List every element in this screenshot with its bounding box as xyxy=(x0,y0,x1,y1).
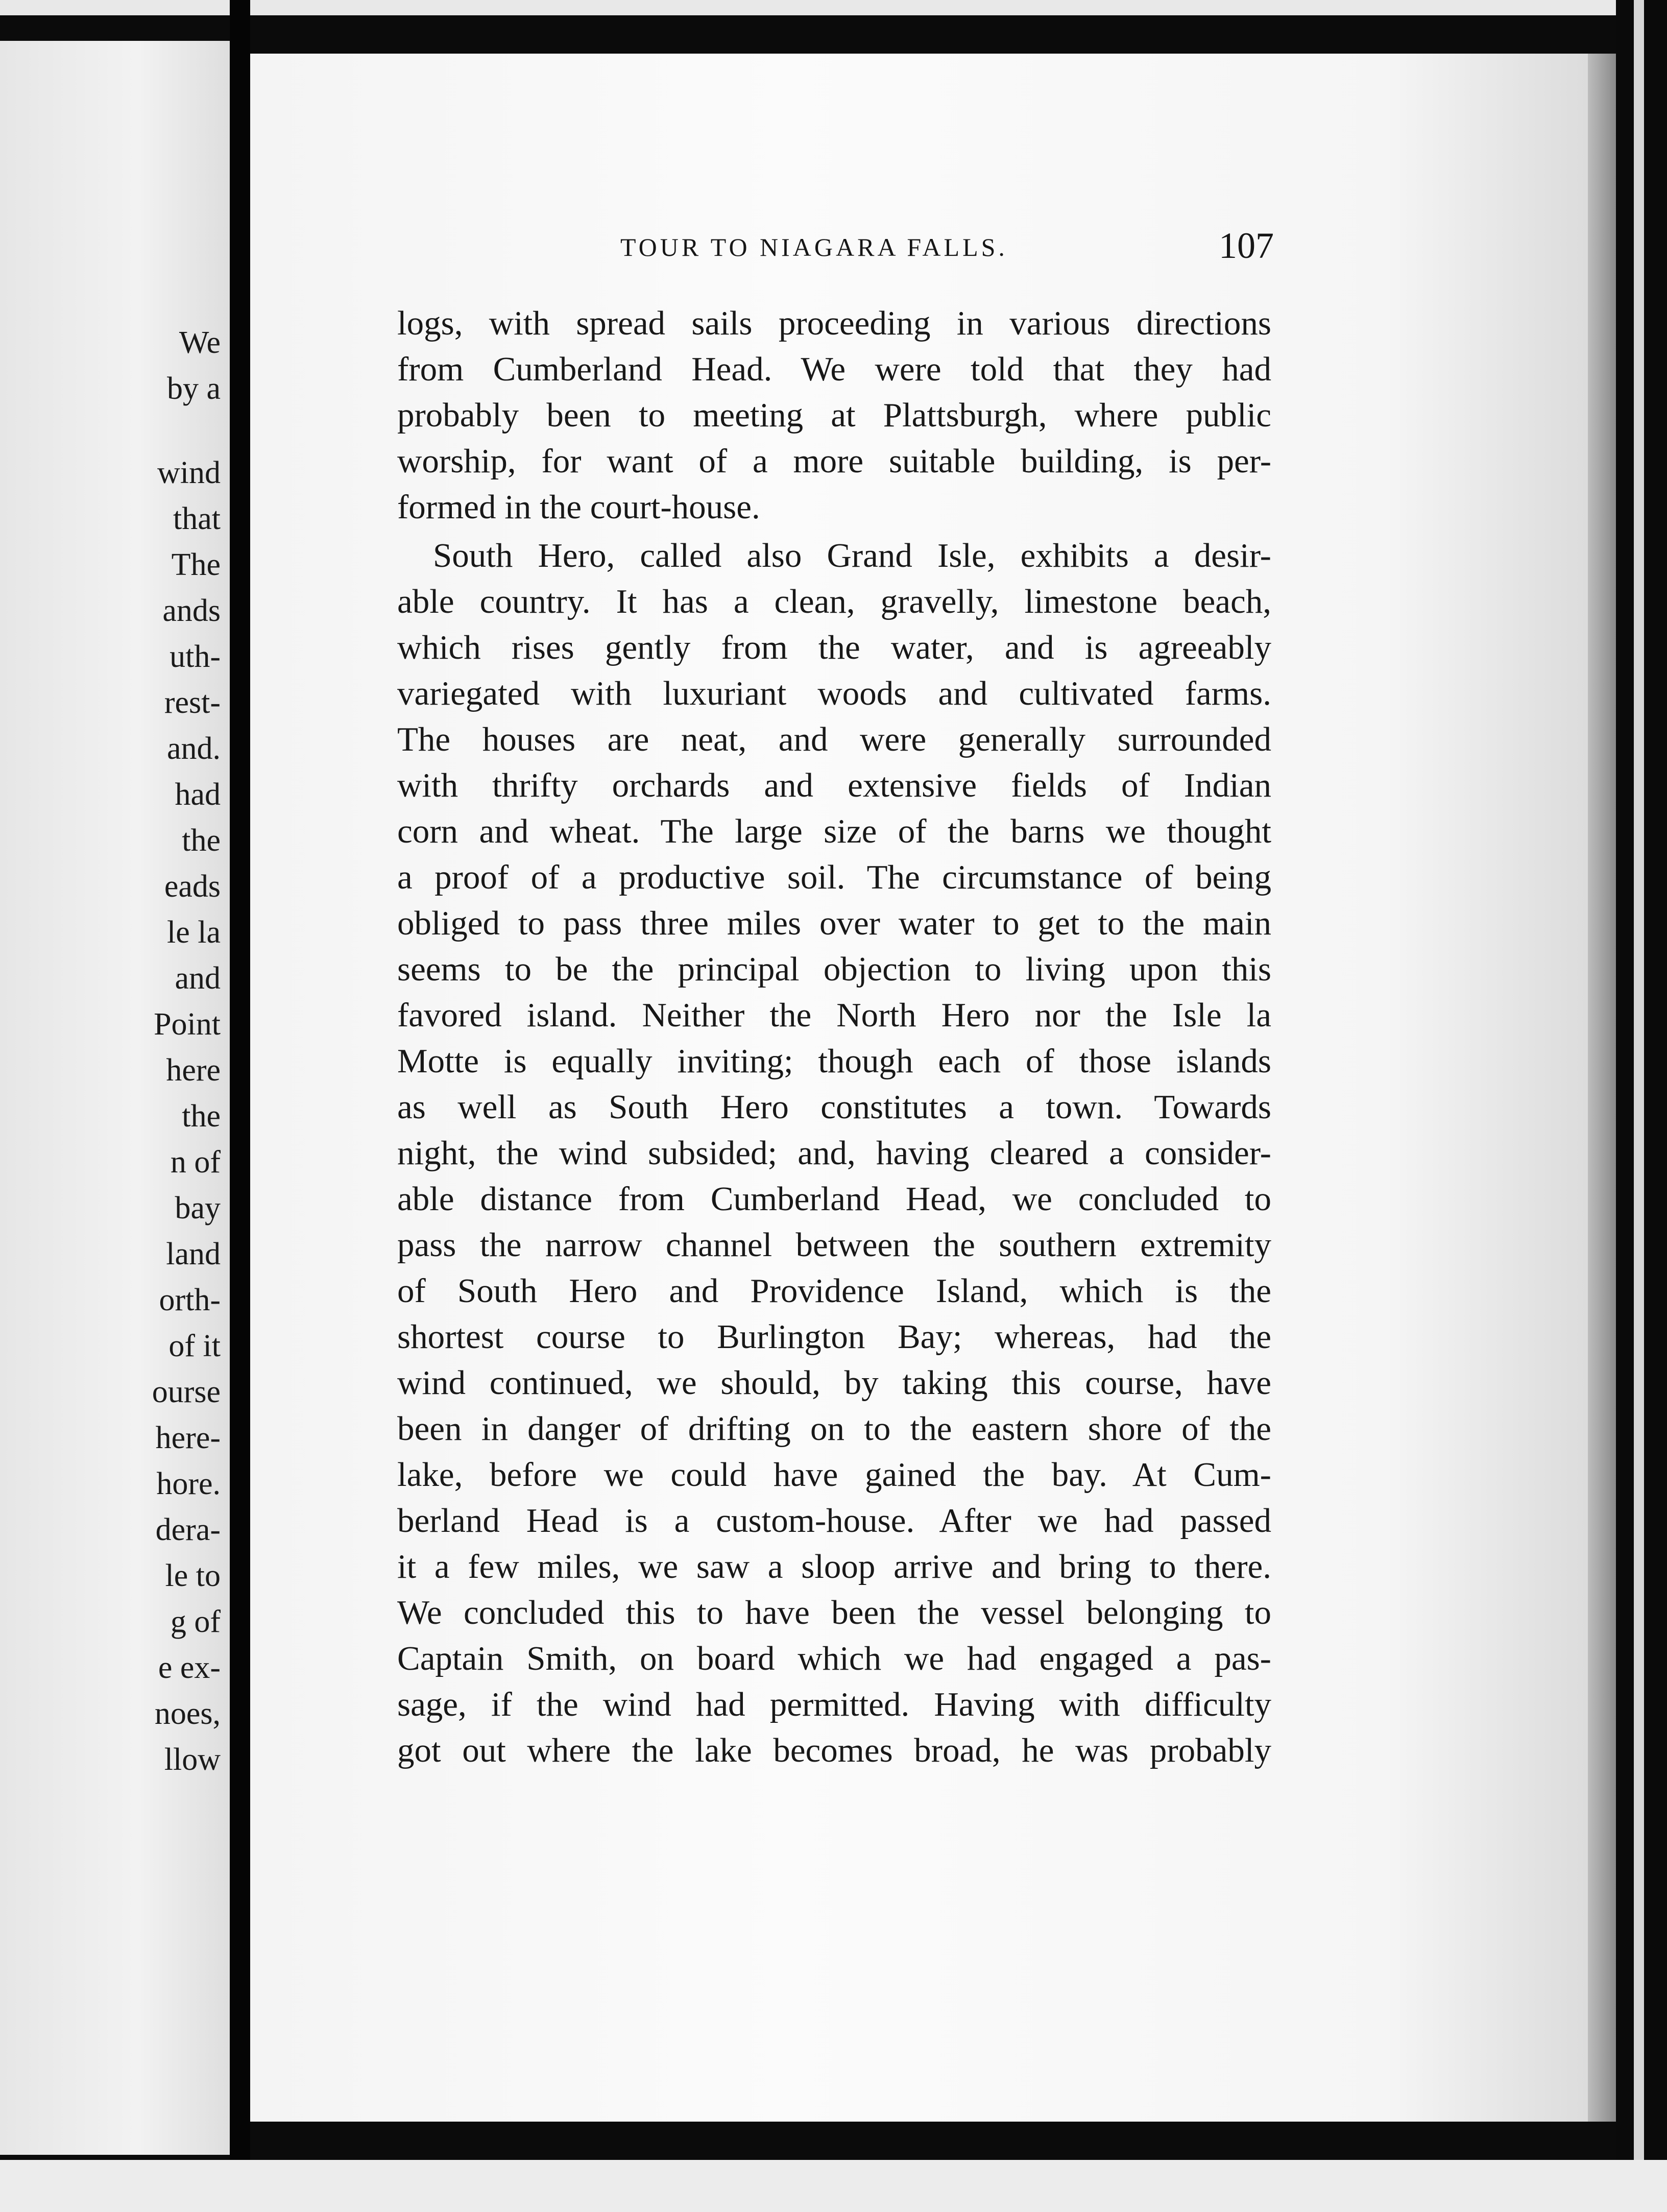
left-page-line: here xyxy=(166,1053,221,1088)
left-page-line: bay xyxy=(175,1191,221,1225)
left-page-line: eads xyxy=(164,869,221,904)
left-page-line: had xyxy=(175,777,221,812)
text-line: worship, for want of a more suitable building, is per- xyxy=(397,442,1271,480)
left-page-line: rest- xyxy=(164,685,221,720)
text-line: with thrifty orchards and extensive fields of Indian xyxy=(397,766,1271,804)
left-page-line: We xyxy=(179,325,221,360)
text-line: able country. It has a clean, gravelly, limestone beach, xyxy=(397,583,1271,620)
scan-border-bottom xyxy=(0,2160,1667,2212)
text-line: Motte is equally inviting; though each of those islands xyxy=(397,1042,1271,1080)
left-page-line: le la xyxy=(167,915,221,950)
text-line: obliged to pass three miles over water to get to the main xyxy=(397,904,1271,942)
text-line: shortest course to Burlington Bay; whereas, had the xyxy=(397,1318,1271,1356)
left-page-line: that xyxy=(173,501,221,536)
text-line: pass the narrow channel between the southern extremity xyxy=(397,1226,1271,1264)
running-head: TOUR TO NIAGARA FALLS. xyxy=(620,233,1008,261)
text-line: The houses are neat, and were generally surrounded xyxy=(397,720,1271,758)
text-line: which rises gently from the water, and is agreeably xyxy=(397,629,1271,666)
text-line: We concluded this to have been the vessel belonging to xyxy=(397,1594,1271,1631)
left-page-line: ands xyxy=(162,593,221,628)
left-page-line: and xyxy=(175,961,221,996)
text-line: night, the wind subsided; and, having cleared a consider- xyxy=(397,1134,1271,1172)
paragraph-start-line: South Hero, called also Grand Isle, exhibits a desir- xyxy=(433,537,1271,574)
left-page-line: the xyxy=(182,823,221,858)
left-page-line: here- xyxy=(155,1421,221,1455)
text-line: of South Hero and Providence Island, which is the xyxy=(397,1272,1271,1310)
left-page-line: uth- xyxy=(170,639,221,674)
text-line: wind continued, we should, by taking this course, have xyxy=(397,1364,1271,1402)
left-page-line: hore. xyxy=(156,1466,221,1501)
left-page-line: ourse xyxy=(152,1375,221,1409)
text-line: it a few miles, we saw a sloop arrive and bring to there. xyxy=(397,1548,1271,1585)
text-line: variegated with luxuriant woods and cultivated farms. xyxy=(397,675,1271,712)
left-page-line: le to xyxy=(165,1558,221,1593)
text-line: seems to be the principal objection to living upon this xyxy=(397,950,1271,988)
left-page-line: Point xyxy=(154,1007,221,1042)
left-page-line: orth- xyxy=(159,1283,221,1317)
text-line: Captain Smith, on board which we had engaged a pas- xyxy=(397,1640,1271,1677)
left-page-line: n of xyxy=(170,1145,221,1180)
scan-strip-right xyxy=(1634,0,1644,2212)
text-line: berland Head is a custom-house. After we had passed xyxy=(397,1502,1271,1540)
text-line: lake, before we could have gained the bay. At Cum- xyxy=(397,1456,1271,1494)
left-page-line: the xyxy=(182,1099,221,1134)
facing-page-left xyxy=(0,41,230,2155)
text-line: logs, with spread sails proceeding in various directions xyxy=(397,304,1271,342)
page-edge-shadow xyxy=(1588,54,1616,2122)
left-page-line: The xyxy=(171,547,221,582)
left-page-line: noes, xyxy=(154,1696,221,1731)
left-page-line: wind xyxy=(157,455,221,490)
text-line: been in danger of drifting on to the eastern shore of the xyxy=(397,1410,1271,1448)
left-page-line: by a xyxy=(166,371,221,406)
left-page-line: and. xyxy=(166,731,221,766)
text-line: a proof of a productive soil. The circumstance of being xyxy=(397,858,1271,896)
text-line: as well as South Hero constitutes a town. Towards xyxy=(397,1088,1271,1126)
left-page-line: land xyxy=(166,1237,221,1271)
text-line: able distance from Cumberland Head, we concluded to xyxy=(397,1180,1271,1218)
text-line: corn and wheat. The large size of the barns we thought xyxy=(397,812,1271,850)
text-line: probably been to meeting at Plattsburgh, where public xyxy=(397,396,1271,434)
left-page-line: e ex- xyxy=(158,1650,221,1685)
left-page-line: of it xyxy=(168,1329,221,1363)
left-page-line: dera- xyxy=(155,1512,221,1547)
text-line: sage, if the wind had permitted. Having with difficulty xyxy=(397,1686,1271,1723)
book-spine-gutter xyxy=(230,0,250,2212)
page-number: 107 xyxy=(1219,225,1274,266)
text-line: from Cumberland Head. We were told that they had xyxy=(397,350,1271,388)
left-page-line: llow xyxy=(164,1742,221,1777)
text-line: formed in the court-house. xyxy=(397,488,760,526)
left-page-line: g of xyxy=(170,1604,221,1639)
text-line: favored island. Neither the North Hero nor the Isle la xyxy=(397,996,1271,1034)
text-line: got out where the lake becomes broad, he was probably xyxy=(397,1732,1271,1769)
